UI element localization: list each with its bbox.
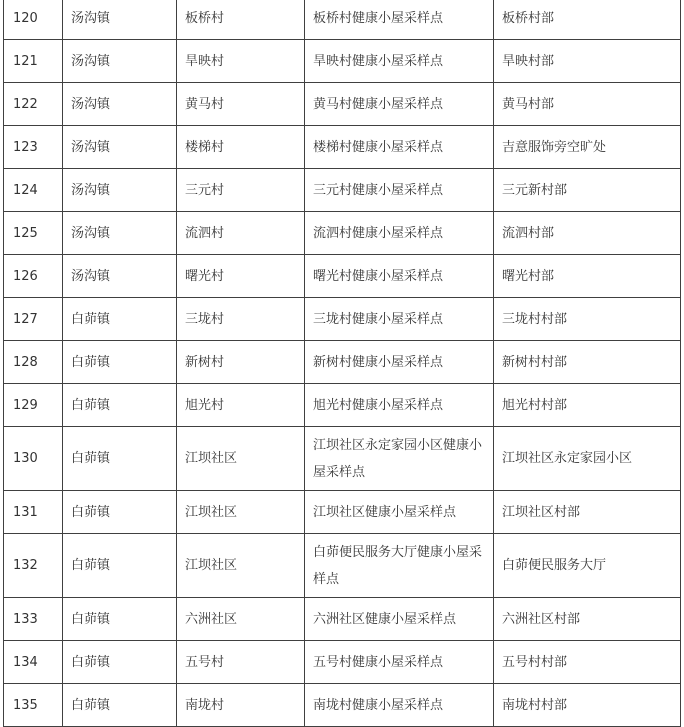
row-number: 125 <box>4 212 63 255</box>
site-cell: 旭光村健康小屋采样点 <box>305 384 494 427</box>
location-cell: 流泗村部 <box>494 212 681 255</box>
location-cell: 江坝社区永定家园小区 <box>494 427 681 491</box>
location-cell: 吉意服饰旁空旷处 <box>494 126 681 169</box>
village-cell: 曙光村 <box>177 255 305 298</box>
location-cell: 南垅村村部 <box>494 684 681 727</box>
town-cell: 汤沟镇 <box>63 169 177 212</box>
site-cell: 曙光村健康小屋采样点 <box>305 255 494 298</box>
town-cell: 白茆镇 <box>63 427 177 491</box>
table-row <box>4 684 681 727</box>
site-cell: 板桥村健康小屋采样点 <box>305 0 494 40</box>
town-cell: 白茆镇 <box>63 534 177 598</box>
site-cell: 黄马村健康小屋采样点 <box>305 83 494 126</box>
location-cell: 新树村村部 <box>494 341 681 384</box>
village-cell: 江坝社区 <box>177 427 305 491</box>
sampling-sites-table <box>3 0 681 727</box>
table-row <box>4 40 681 83</box>
site-cell: 六洲社区健康小屋采样点 <box>305 598 494 641</box>
row-number: 127 <box>4 298 63 341</box>
town-cell: 白茆镇 <box>63 298 177 341</box>
village-cell: 南垅村 <box>177 684 305 727</box>
town-cell: 汤沟镇 <box>63 83 177 126</box>
village-cell: 楼梯村 <box>177 126 305 169</box>
site-cell: 三元村健康小屋采样点 <box>305 169 494 212</box>
town-cell: 汤沟镇 <box>63 40 177 83</box>
row-number: 122 <box>4 83 63 126</box>
row-number: 123 <box>4 126 63 169</box>
table-row <box>4 491 681 534</box>
location-cell: 五号村村部 <box>494 641 681 684</box>
table-row <box>4 255 681 298</box>
location-cell: 黄马村部 <box>494 83 681 126</box>
town-cell: 白茆镇 <box>63 341 177 384</box>
row-number: 124 <box>4 169 63 212</box>
location-cell: 曙光村部 <box>494 255 681 298</box>
site-cell: 江坝社区健康小屋采样点 <box>305 491 494 534</box>
location-cell: 旭光村村部 <box>494 384 681 427</box>
row-number: 135 <box>4 684 63 727</box>
town-cell: 汤沟镇 <box>63 0 177 40</box>
row-number: 130 <box>4 427 63 491</box>
table-row <box>4 427 681 491</box>
site-cell: 南垅村健康小屋采样点 <box>305 684 494 727</box>
row-number: 129 <box>4 384 63 427</box>
table-row <box>4 169 681 212</box>
site-cell: 五号村健康小屋采样点 <box>305 641 494 684</box>
village-cell: 三垅村 <box>177 298 305 341</box>
location-cell: 三垅村村部 <box>494 298 681 341</box>
town-cell: 汤沟镇 <box>63 212 177 255</box>
location-cell: 旱映村部 <box>494 40 681 83</box>
location-cell: 白茆便民服务大厅 <box>494 534 681 598</box>
site-cell: 旱映村健康小屋采样点 <box>305 40 494 83</box>
town-cell: 白茆镇 <box>63 491 177 534</box>
table-row <box>4 83 681 126</box>
table-row <box>4 598 681 641</box>
row-number: 131 <box>4 491 63 534</box>
village-cell: 旭光村 <box>177 384 305 427</box>
site-cell: 三垅村健康小屋采样点 <box>305 298 494 341</box>
row-number: 120 <box>4 0 63 40</box>
site-cell: 白茆便民服务大厅健康小屋采样点 <box>305 534 494 598</box>
row-number: 134 <box>4 641 63 684</box>
table-row <box>4 534 681 598</box>
table-row <box>4 341 681 384</box>
town-cell: 白茆镇 <box>63 684 177 727</box>
town-cell: 白茆镇 <box>63 384 177 427</box>
village-cell: 江坝社区 <box>177 491 305 534</box>
table-row <box>4 0 681 40</box>
village-cell: 江坝社区 <box>177 534 305 598</box>
village-cell: 黄马村 <box>177 83 305 126</box>
town-cell: 白茆镇 <box>63 598 177 641</box>
row-number: 128 <box>4 341 63 384</box>
location-cell: 板桥村部 <box>494 0 681 40</box>
sampling-sites-sheet <box>3 0 680 727</box>
village-cell: 五号村 <box>177 641 305 684</box>
row-number: 121 <box>4 40 63 83</box>
town-cell: 白茆镇 <box>63 641 177 684</box>
location-cell: 三元新村部 <box>494 169 681 212</box>
site-cell: 楼梯村健康小屋采样点 <box>305 126 494 169</box>
village-cell: 新树村 <box>177 341 305 384</box>
location-cell: 六洲社区村部 <box>494 598 681 641</box>
village-cell: 六洲社区 <box>177 598 305 641</box>
table-row <box>4 298 681 341</box>
village-cell: 流泗村 <box>177 212 305 255</box>
table-body <box>4 0 681 727</box>
site-cell: 流泗村健康小屋采样点 <box>305 212 494 255</box>
village-cell: 板桥村 <box>177 0 305 40</box>
town-cell: 汤沟镇 <box>63 126 177 169</box>
table-row <box>4 641 681 684</box>
table-row <box>4 212 681 255</box>
town-cell: 汤沟镇 <box>63 255 177 298</box>
row-number: 126 <box>4 255 63 298</box>
site-cell: 新树村健康小屋采样点 <box>305 341 494 384</box>
table-row <box>4 126 681 169</box>
village-cell: 旱映村 <box>177 40 305 83</box>
site-cell: 江坝社区永定家园小区健康小屋采样点 <box>305 427 494 491</box>
village-cell: 三元村 <box>177 169 305 212</box>
table-row <box>4 384 681 427</box>
row-number: 132 <box>4 534 63 598</box>
location-cell: 江坝社区村部 <box>494 491 681 534</box>
row-number: 133 <box>4 598 63 641</box>
